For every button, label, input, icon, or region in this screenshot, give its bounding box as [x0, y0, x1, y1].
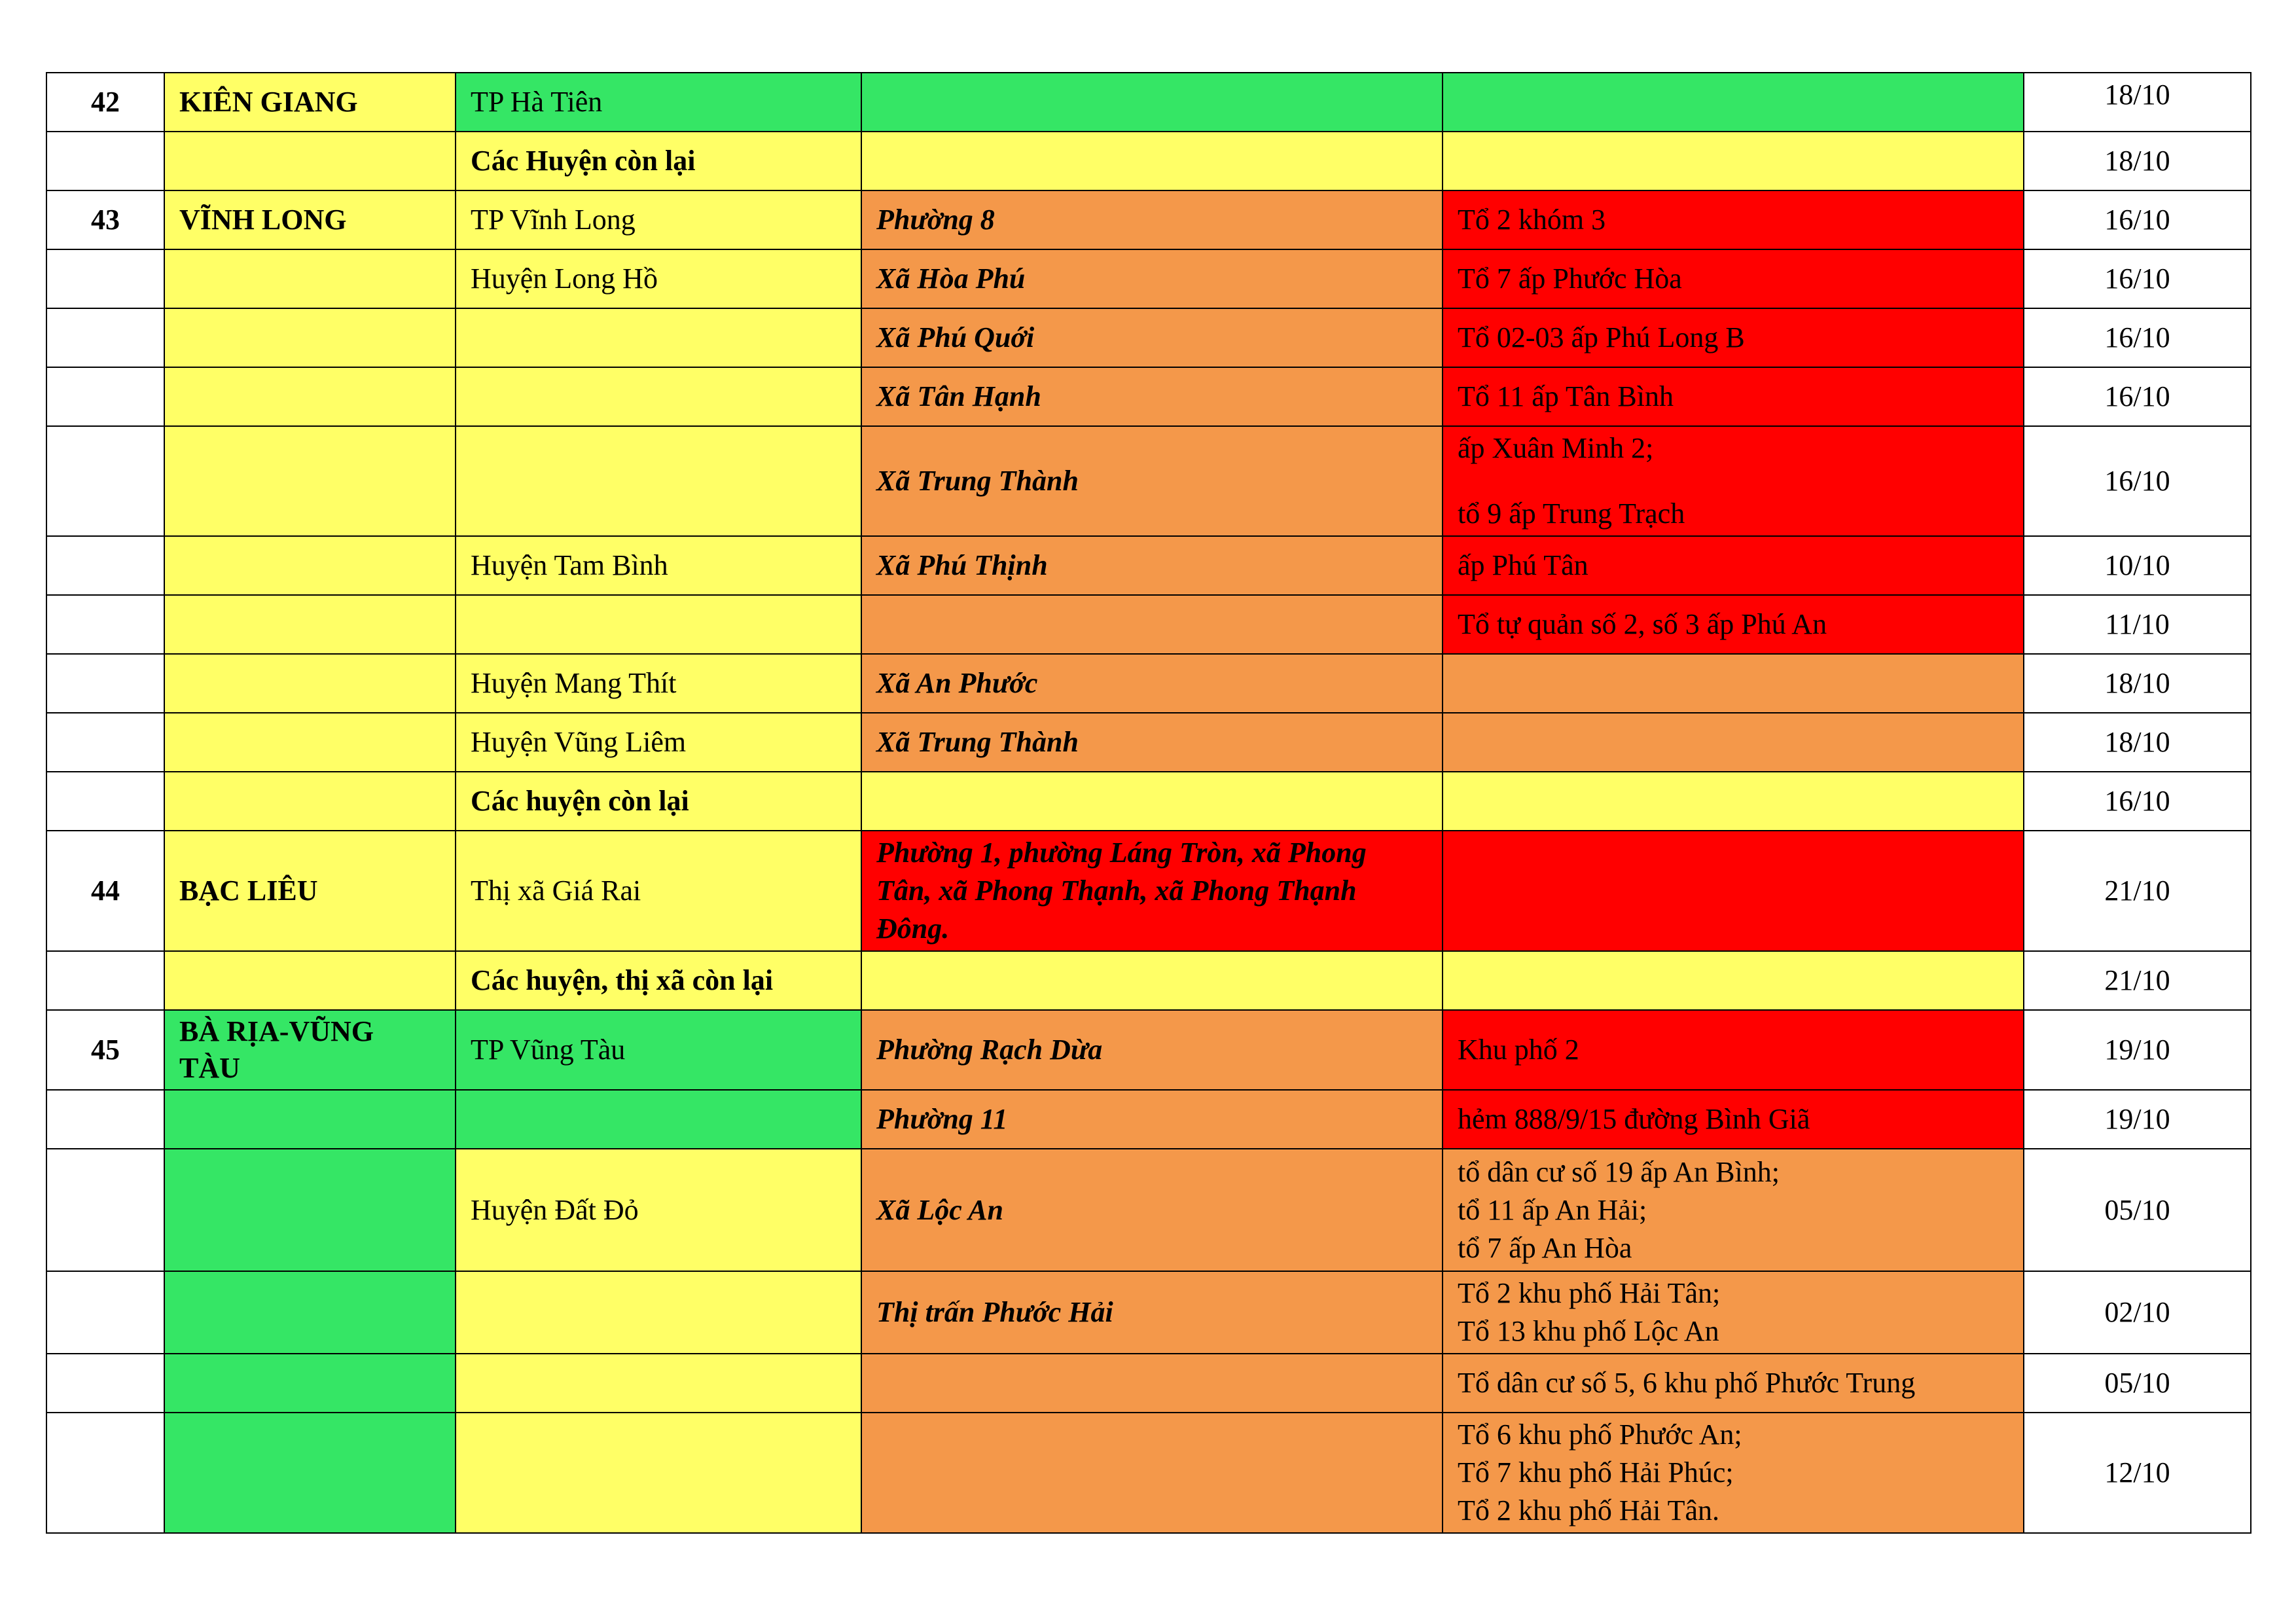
- area-line: Khu phố 2: [1458, 1034, 1579, 1066]
- table-row: [46, 951, 2251, 1010]
- ward-name: [861, 132, 1443, 190]
- district-name: TP Hà Tiên: [456, 73, 861, 132]
- area-cell: [1443, 1413, 2024, 1533]
- area-cell: [1443, 595, 2024, 654]
- table-row: [46, 772, 2251, 831]
- row-number: 45: [46, 1010, 164, 1090]
- table-row: [46, 308, 2251, 367]
- ward-name: Phường 11: [861, 1090, 1443, 1149]
- province-name: [164, 132, 456, 190]
- table-row: [46, 1413, 2251, 1533]
- province-name: [164, 951, 456, 1010]
- table-row: [46, 190, 2251, 249]
- row-number: [46, 1090, 164, 1149]
- ward-name: [861, 73, 1443, 132]
- ward-name: Xã Phú Quới: [861, 308, 1443, 367]
- province-name: [164, 1149, 456, 1271]
- area-cell: [1443, 951, 2024, 1010]
- table-row: [46, 1010, 2251, 1090]
- row-number: [46, 1271, 164, 1354]
- date-cell: 21/10: [2024, 951, 2251, 1010]
- ward-name: Xã An Phước: [861, 654, 1443, 713]
- row-number: [46, 426, 164, 536]
- date-cell: 19/10: [2024, 1010, 2251, 1090]
- province-name: [164, 1354, 456, 1413]
- row-number: [46, 249, 164, 308]
- row-number: [46, 1354, 164, 1413]
- province-name: [164, 713, 456, 772]
- row-number: 42: [46, 73, 164, 132]
- province-name: [164, 426, 456, 536]
- date-cell: 16/10: [2024, 190, 2251, 249]
- province-name: BẠC LIÊU: [164, 831, 456, 951]
- area-line: tổ 9 ấp Trung Trạch: [1458, 497, 1685, 530]
- district-name: [456, 1090, 861, 1149]
- date-cell: 19/10: [2024, 1090, 2251, 1149]
- table-row: [46, 249, 2251, 308]
- area-line: tổ 7 ấp An Hòa: [1458, 1231, 1632, 1264]
- row-number: [46, 367, 164, 426]
- district-name: Thị xã Giá Rai: [456, 831, 861, 951]
- ward-name: Xã Phú Thịnh: [861, 536, 1443, 595]
- ward-name: [861, 951, 1443, 1010]
- table-row: [46, 595, 2251, 654]
- date-cell: 12/10: [2024, 1413, 2251, 1533]
- area-line: ấp Xuân Minh 2;: [1458, 432, 1654, 464]
- district-name: Huyện Long Hồ: [456, 249, 861, 308]
- table-row: [46, 536, 2251, 595]
- date-cell: 16/10: [2024, 249, 2251, 308]
- ward-name: Xã Trung Thành: [861, 713, 1443, 772]
- area-cell: [1443, 654, 2024, 713]
- area-line: Tổ dân cư số 5, 6 khu phố Phước Trung: [1458, 1367, 1916, 1399]
- province-name: [164, 308, 456, 367]
- date-cell: 16/10: [2024, 308, 2251, 367]
- district-name: [456, 308, 861, 367]
- table-row: [46, 654, 2251, 713]
- area-cell: [1443, 1090, 2024, 1149]
- district-name: [456, 1413, 861, 1533]
- province-name: VĨNH LONG: [164, 190, 456, 249]
- row-number: 43: [46, 190, 164, 249]
- province-name: [164, 595, 456, 654]
- date-cell: 10/10: [2024, 536, 2251, 595]
- date-cell: 16/10: [2024, 367, 2251, 426]
- table-row: [46, 1090, 2251, 1149]
- area-line: Tổ 2 khu phố Hải Tân.: [1458, 1494, 1720, 1526]
- ward-name: Xã Trung Thành: [861, 426, 1443, 536]
- area-line: Tổ 2 khu phố Hải Tân;: [1458, 1277, 1721, 1309]
- province-name: [164, 367, 456, 426]
- ward-name: Phường 1, phường Láng Tròn, xã Phong Tân, xã Phong Thạnh, xã Phong Thạnh Đông.: [861, 831, 1443, 951]
- row-number: [46, 951, 164, 1010]
- district-name: Huyện Vũng Liêm: [456, 713, 861, 772]
- area-line: Tổ tự quản số 2, số 3 ấp Phú An: [1458, 608, 1827, 640]
- row-number: [46, 1149, 164, 1271]
- row-number: [46, 654, 164, 713]
- date-cell: 18/10: [2024, 73, 2251, 132]
- date-cell: 18/10: [2024, 132, 2251, 190]
- ward-name: [861, 1413, 1443, 1533]
- area-cell: [1443, 132, 2024, 190]
- district-name: Huyện Mang Thít: [456, 654, 861, 713]
- area-line: hẻm 888/9/15 đường Bình Giã: [1458, 1103, 1810, 1135]
- table-row: [46, 1271, 2251, 1354]
- table-row: [46, 1354, 2251, 1413]
- area-cell: [1443, 1010, 2024, 1090]
- ward-name: [861, 595, 1443, 654]
- district-name: Các huyện còn lại: [456, 772, 861, 831]
- date-cell: 18/10: [2024, 713, 2251, 772]
- area-line: Tổ 7 ấp Phước Hòa: [1458, 262, 1682, 295]
- district-name: Huyện Tam Bình: [456, 536, 861, 595]
- ward-name: Phường Rạch Dừa: [861, 1010, 1443, 1090]
- table-row: [46, 73, 2251, 132]
- district-name: [456, 1271, 861, 1354]
- area-cell: [1443, 1149, 2024, 1271]
- area-line: tổ 11 ấp An Hải;: [1458, 1193, 1647, 1226]
- area-cell: [1443, 831, 2024, 951]
- district-name: [456, 367, 861, 426]
- area-cell: [1443, 713, 2024, 772]
- area-line: Tổ 6 khu phố Phước An;: [1458, 1418, 1742, 1451]
- row-number: [46, 536, 164, 595]
- ward-name: Xã Hòa Phú: [861, 249, 1443, 308]
- area-cell: [1443, 190, 2024, 249]
- area-cell: [1443, 426, 2024, 536]
- province-name: [164, 772, 456, 831]
- area-cell: [1443, 1354, 2024, 1413]
- covid-level-table: [46, 72, 2251, 1534]
- district-name: TP Vĩnh Long: [456, 190, 861, 249]
- date-cell: 16/10: [2024, 426, 2251, 536]
- province-name: [164, 1090, 456, 1149]
- district-name: Các Huyện còn lại: [456, 132, 861, 190]
- row-number: [46, 132, 164, 190]
- area-cell: [1443, 367, 2024, 426]
- area-line: Tổ 7 khu phố Hải Phúc;: [1458, 1456, 1734, 1489]
- area-cell: [1443, 308, 2024, 367]
- row-number: [46, 595, 164, 654]
- date-cell: 16/10: [2024, 772, 2251, 831]
- ward-name: [861, 1354, 1443, 1413]
- row-number: [46, 713, 164, 772]
- table-row: [46, 1149, 2251, 1271]
- area-line: Tổ 02-03 ấp Phú Long B: [1458, 321, 1745, 353]
- province-name: [164, 1413, 456, 1533]
- area-cell: [1443, 1271, 2024, 1354]
- province-name: [164, 654, 456, 713]
- area-line: ấp Phú Tân: [1458, 549, 1588, 581]
- row-number: [46, 1413, 164, 1533]
- table-row: [46, 426, 2251, 536]
- ward-name: Thị trấn Phước Hải: [861, 1271, 1443, 1354]
- district-name: Huyện Đất Đỏ: [456, 1149, 861, 1271]
- area-cell: [1443, 73, 2024, 132]
- area-cell: [1443, 536, 2024, 595]
- district-name: [456, 426, 861, 536]
- province-name: [164, 536, 456, 595]
- date-cell: 05/10: [2024, 1354, 2251, 1413]
- area-line: Tổ 2 khóm 3: [1458, 204, 1606, 236]
- table-row: [46, 713, 2251, 772]
- row-number: [46, 772, 164, 831]
- date-cell: 11/10: [2024, 595, 2251, 654]
- province-name: [164, 249, 456, 308]
- table-row: [46, 367, 2251, 426]
- province-name: KIÊN GIANG: [164, 73, 456, 132]
- district-name: [456, 595, 861, 654]
- row-number: [46, 308, 164, 367]
- date-cell: 05/10: [2024, 1149, 2251, 1271]
- area-cell: [1443, 249, 2024, 308]
- area-line: Tổ 13 khu phố Lộc An: [1458, 1315, 1719, 1347]
- ward-name: [861, 772, 1443, 831]
- ward-name: Xã Lộc An: [861, 1149, 1443, 1271]
- ward-name: Phường 8: [861, 190, 1443, 249]
- date-cell: 18/10: [2024, 654, 2251, 713]
- table-row: [46, 831, 2251, 951]
- district-name: Các huyện, thị xã còn lại: [456, 951, 861, 1010]
- ward-name: Xã Tân Hạnh: [861, 367, 1443, 426]
- area-cell: [1443, 772, 2024, 831]
- row-number: 44: [46, 831, 164, 951]
- district-name: TP Vũng Tàu: [456, 1010, 861, 1090]
- table-row: [46, 132, 2251, 190]
- district-name: [456, 1354, 861, 1413]
- province-name: BÀ RỊA-VŨNG TÀU: [164, 1010, 456, 1090]
- area-line: tổ dân cư số 19 ấp An Bình;: [1458, 1155, 1780, 1188]
- province-name: [164, 1271, 456, 1354]
- date-cell: 21/10: [2024, 831, 2251, 951]
- date-cell: 02/10: [2024, 1271, 2251, 1354]
- area-line: Tổ 11 ấp Tân Bình: [1458, 380, 1674, 412]
